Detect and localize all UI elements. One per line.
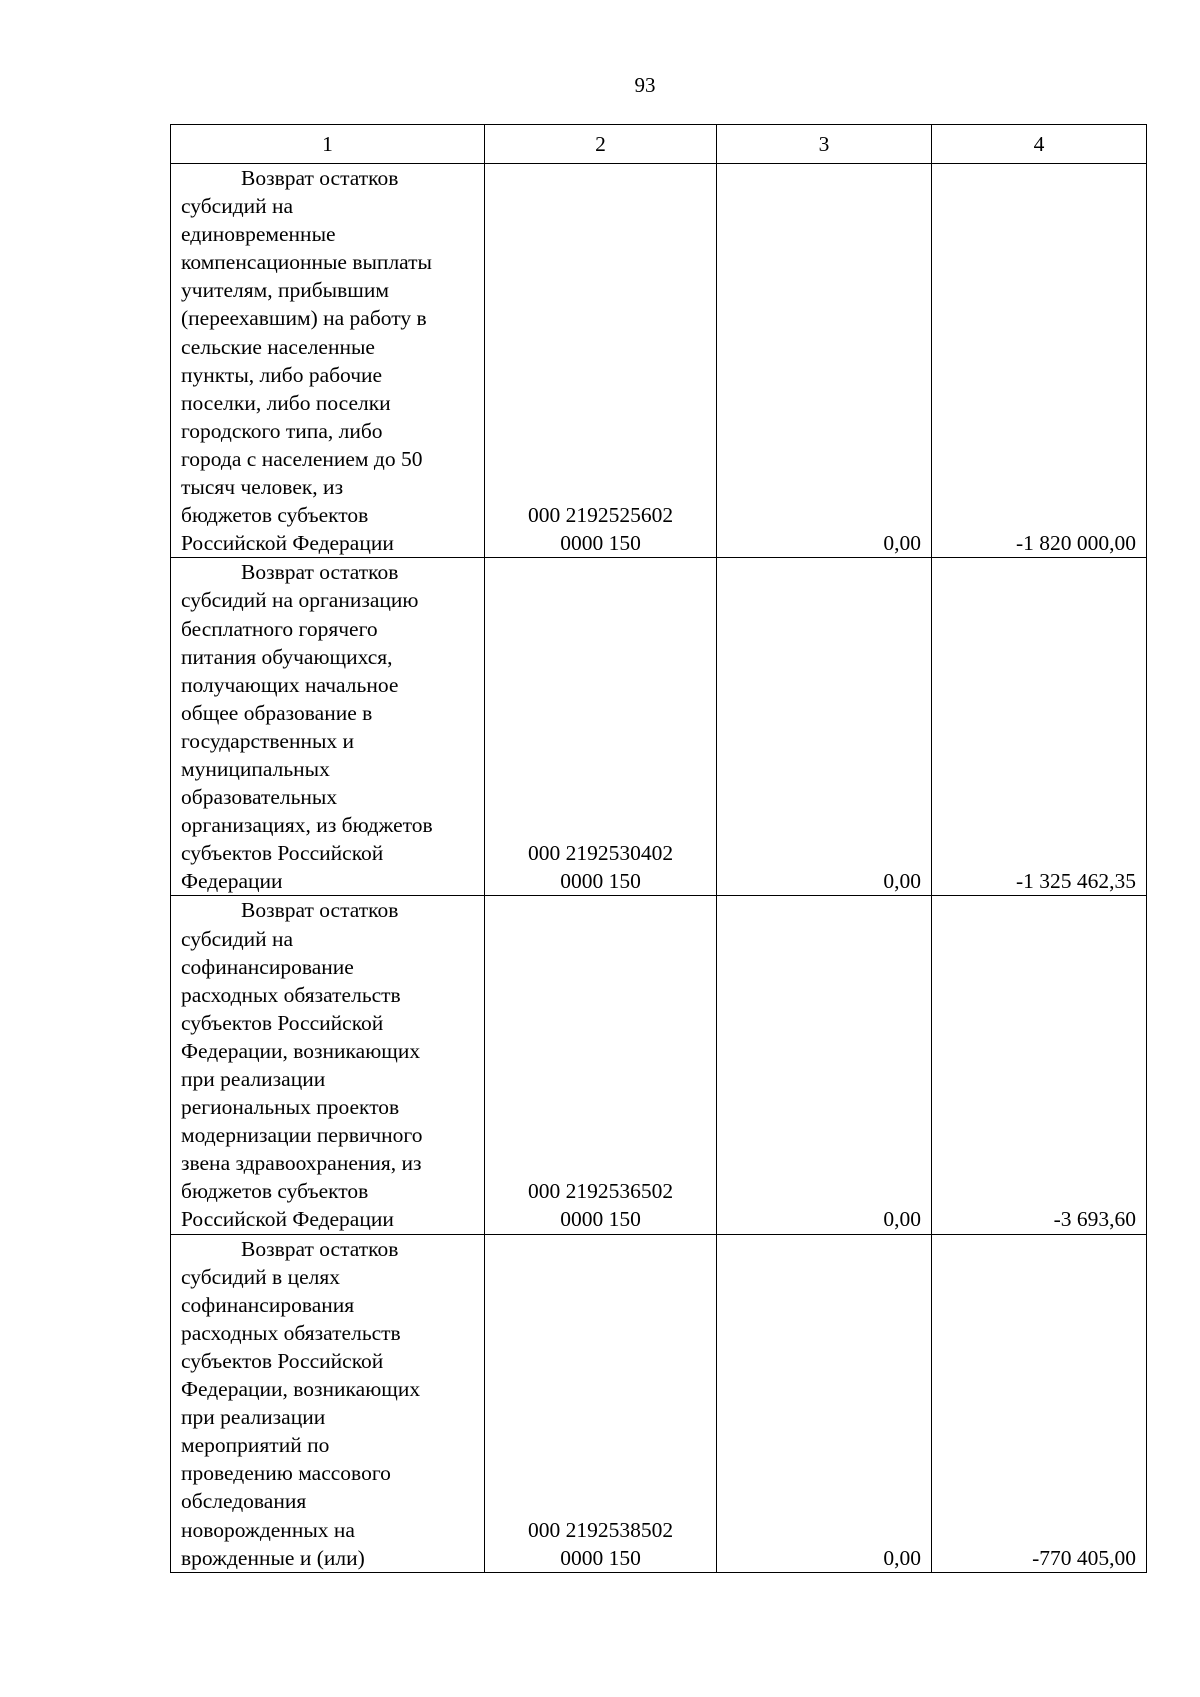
revenue-name-line: Федерации, возникающих [181, 1377, 421, 1402]
revenue-name-line: субсидий на [181, 926, 294, 951]
revenue-name-line: бесплатного горячего [181, 616, 378, 641]
revenue-name-line: организациях, из бюджетов [181, 813, 433, 838]
column-header: 4 [932, 125, 1147, 164]
revenue-name-line: питания обучающихся, [181, 644, 393, 669]
revenue-name-line: общее образование в [181, 700, 373, 725]
column-header: 2 [485, 125, 717, 164]
budget-code-cell [485, 164, 717, 558]
revenue-name-line: звена здравоохранения, из [181, 1151, 422, 1176]
revenue-name-line: Возврат остатков [241, 166, 399, 190]
budget-code-line: 0000 150 [560, 1545, 641, 1570]
revenue-name-line: Федерации, возникающих [181, 1038, 421, 1063]
column-header: 1 [171, 125, 485, 164]
revenue-name-line: образовательных [181, 785, 338, 810]
revenue-name-line: субсидий на [181, 194, 294, 219]
revenue-name-line: единовременные [181, 222, 336, 247]
revenue-name-line: Возврат остатков [241, 898, 399, 923]
revenue-name-line: субъектов Российской [181, 841, 384, 866]
budget-table [170, 124, 1147, 1573]
revenue-name-cell [171, 164, 485, 558]
revenue-name-line: софинансирования [181, 1292, 355, 1317]
amount-col3-cell: 0,00 [717, 896, 932, 1234]
amount-col3-cell: 0,00 [717, 1234, 932, 1572]
amount-col3-cell: 0,00 [717, 164, 932, 558]
revenue-name-line: при реализации [181, 1405, 326, 1430]
budget-code-line: 0000 150 [560, 531, 641, 556]
revenue-name-line: при реализации [181, 1067, 326, 1091]
budget-code-line: 000 2192536502 [527, 1179, 674, 1204]
revenue-name-line: субъектов Российской [181, 1348, 384, 1373]
revenue-name-line: Возврат остатков [241, 560, 399, 585]
table-row [171, 1234, 1147, 1572]
revenue-name-line: государственных и [181, 728, 355, 753]
table-row [171, 164, 1147, 558]
table-row [171, 558, 1147, 896]
amount-col4-cell: -3 693,60 [932, 896, 1147, 1234]
revenue-name-line: пункты, либо рабочие [181, 362, 383, 387]
revenue-name-cell [171, 896, 485, 1234]
revenue-name-line: получающих начальное [181, 672, 399, 697]
revenue-name-line: поселки, либо поселки [181, 390, 391, 415]
revenue-name-line: субсидий в целях [181, 1264, 340, 1289]
amount-col4-cell: -1 325 462,35 [932, 558, 1147, 896]
revenue-name-line: новорожденных на [181, 1517, 355, 1542]
table-header-row [171, 125, 1147, 164]
revenue-name-line: бюджетов субъектов [181, 1179, 369, 1204]
budget-code-cell [485, 896, 717, 1234]
revenue-name-line: бюджетов субъектов [181, 503, 369, 528]
budget-code-line: 0000 150 [560, 1207, 641, 1232]
revenue-name-line: сельские населенные [181, 334, 375, 359]
revenue-name-line: Федерации [181, 869, 283, 894]
revenue-name-line: муниципальных [181, 756, 330, 781]
revenue-name-line: субъектов Российской [181, 1010, 384, 1035]
table-row [171, 896, 1147, 1234]
budget-code-cell [485, 1234, 717, 1572]
revenue-name-line: региональных проектов [181, 1095, 400, 1120]
column-header: 3 [717, 125, 932, 164]
revenue-name-line: обследования [181, 1489, 307, 1514]
page-number: 93 [634, 73, 656, 97]
budget-code-line: 000 2192525602 [527, 503, 674, 528]
revenue-name-line: расходных обязательств [181, 982, 401, 1007]
revenue-name-line: (переехавшим) на работу в [181, 306, 427, 331]
revenue-name-line: врожденные и (или) [181, 1545, 365, 1570]
revenue-name-cell [171, 1234, 485, 1572]
revenue-name-line: компенсационные выплаты [181, 250, 432, 275]
revenue-name-line: мероприятий по [181, 1433, 330, 1458]
revenue-name-line: учителям, прибывшим [181, 278, 389, 303]
revenue-name-line: модернизации первичного [181, 1123, 423, 1148]
budget-code-line: 000 2192530402 [527, 841, 674, 866]
revenue-name-cell [171, 558, 485, 896]
revenue-name-line: тысяч человек, из [181, 475, 344, 500]
budget-code-line: 0000 150 [560, 869, 641, 894]
revenue-name-line: проведению массового [181, 1461, 391, 1486]
amount-col4-cell: -770 405,00 [932, 1234, 1147, 1572]
amount-col3-cell: 0,00 [717, 558, 932, 896]
revenue-name-line: города с населением до 50 [181, 446, 423, 471]
revenue-name-line: софинансирование [181, 954, 354, 979]
revenue-name-line: расходных обязательств [181, 1320, 401, 1345]
amount-col4-cell: -1 820 000,00 [932, 164, 1147, 558]
revenue-name-line: Возврат остатков [241, 1236, 399, 1261]
budget-code-line: 000 2192538502 [527, 1517, 674, 1542]
revenue-name-line: субсидий на организацию [181, 588, 419, 613]
revenue-name-line: Российской Федерации [181, 531, 394, 556]
revenue-name-line: Российской Федерации [181, 1207, 394, 1232]
revenue-name-line: городского типа, либо [181, 418, 383, 443]
budget-code-cell [485, 558, 717, 896]
